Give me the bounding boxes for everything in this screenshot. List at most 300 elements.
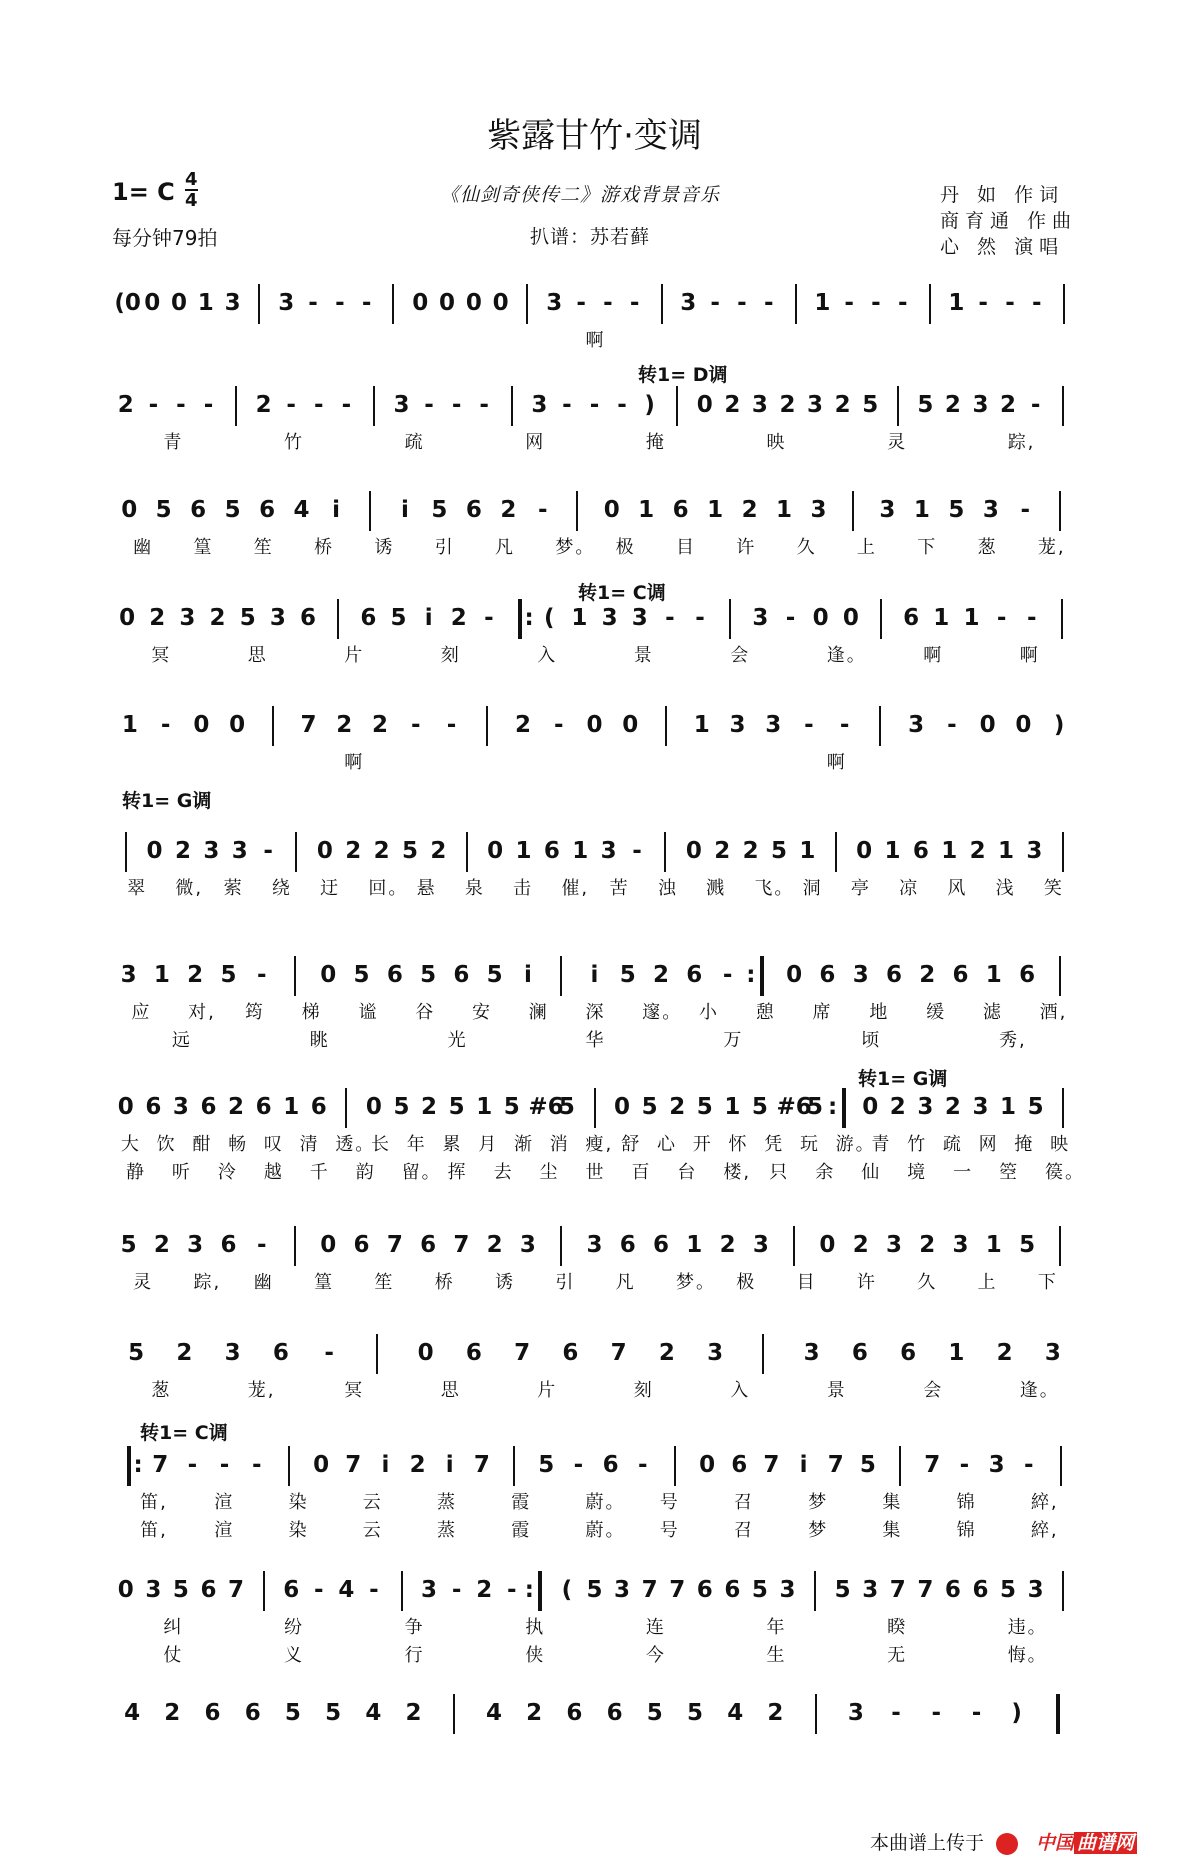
lyric-syllable: 染 bbox=[288, 1492, 309, 1513]
note: 2 bbox=[653, 962, 670, 988]
note: 4 bbox=[727, 1700, 744, 1726]
note: 1 bbox=[724, 1094, 741, 1120]
lyric-syllable: 凉 bbox=[899, 878, 920, 899]
note: - bbox=[314, 1577, 324, 1603]
note: 5 bbox=[687, 1700, 704, 1726]
tempo-marking: 每分钟79拍 bbox=[112, 226, 218, 250]
barline bbox=[560, 1226, 562, 1266]
lyric-syllable: 箜 bbox=[999, 1162, 1020, 1183]
lyric-syllable: 桥 bbox=[314, 537, 335, 558]
note: 4 bbox=[365, 1700, 382, 1726]
note: 2 bbox=[372, 712, 389, 738]
barline bbox=[1059, 1226, 1061, 1266]
lyric-syllable: 映 bbox=[766, 432, 787, 453]
note: - bbox=[1030, 392, 1041, 418]
barline bbox=[369, 491, 371, 531]
note: 3 bbox=[779, 1577, 796, 1603]
lyric-syllable: 啊 bbox=[585, 330, 606, 351]
lyric-syllable: 长 bbox=[371, 1134, 392, 1155]
barline bbox=[814, 1571, 816, 1611]
note: i bbox=[424, 605, 433, 631]
note: 5 bbox=[325, 1700, 342, 1726]
note: 0 bbox=[622, 712, 639, 738]
note: i bbox=[799, 1452, 808, 1478]
note: 5 bbox=[948, 497, 965, 523]
lyric-syllable: 清 bbox=[299, 1134, 320, 1155]
lyric-syllable: 行 bbox=[404, 1645, 425, 1666]
lyric-syllable: 侠 bbox=[525, 1645, 546, 1666]
note: 0 bbox=[465, 290, 482, 316]
note: - bbox=[324, 1340, 334, 1366]
lyric-syllable: 憩 bbox=[755, 1002, 776, 1023]
note: 3 bbox=[972, 392, 989, 418]
lyric-syllable: 踪, bbox=[193, 1272, 222, 1293]
note: 1 bbox=[638, 497, 655, 523]
note: - bbox=[695, 605, 705, 631]
barline bbox=[576, 491, 578, 531]
note: 6 bbox=[420, 1232, 437, 1258]
note: - bbox=[844, 290, 854, 316]
note: 6 bbox=[912, 838, 929, 864]
note: 6 bbox=[851, 1340, 868, 1366]
barline bbox=[263, 1571, 265, 1611]
note: 2 bbox=[944, 1094, 961, 1120]
lyric-syllable: 心 bbox=[656, 1134, 677, 1155]
lyric-syllable: 谷 bbox=[415, 1002, 436, 1023]
note: 1 bbox=[153, 962, 170, 988]
note: 2 bbox=[889, 1094, 906, 1120]
note: 5 bbox=[917, 392, 934, 418]
lyric-syllable: 玩 bbox=[799, 1134, 820, 1155]
note: - bbox=[479, 392, 489, 418]
lyric-syllable: 今 bbox=[645, 1645, 666, 1666]
note: 0 bbox=[979, 712, 996, 738]
note: - bbox=[308, 290, 318, 316]
note: 2 bbox=[336, 712, 353, 738]
lyric-syllable: 义 bbox=[283, 1645, 304, 1666]
lyric-syllable: 饮 bbox=[156, 1134, 177, 1155]
lyric-syllable: 冥 bbox=[151, 645, 172, 666]
note: 0 bbox=[121, 497, 138, 523]
note: - bbox=[871, 290, 881, 316]
note: 1 bbox=[1000, 1094, 1017, 1120]
note: 0 bbox=[117, 1094, 134, 1120]
note: - bbox=[256, 1232, 267, 1258]
note: 2 bbox=[153, 1232, 170, 1258]
note: 3 bbox=[765, 712, 782, 738]
time-signature-top: 4 bbox=[185, 169, 198, 190]
note: 3 bbox=[531, 392, 548, 418]
note: - bbox=[1023, 1452, 1034, 1478]
note: - bbox=[722, 962, 733, 988]
note: - bbox=[314, 392, 324, 418]
note: 6 bbox=[619, 1232, 636, 1258]
lyric-syllable: 綷, bbox=[1030, 1492, 1059, 1513]
lyric-syllable: 目 bbox=[796, 1272, 817, 1293]
note: 0 bbox=[699, 1452, 716, 1478]
lyric-syllable: 瘦, bbox=[585, 1134, 614, 1155]
note: 6 bbox=[606, 1700, 623, 1726]
lyric-syllable: 韵 bbox=[355, 1162, 376, 1183]
note: 6 bbox=[360, 605, 377, 631]
note: - bbox=[538, 497, 548, 523]
note: 3 bbox=[751, 392, 768, 418]
note: 6 bbox=[566, 1700, 583, 1726]
note: 5 bbox=[503, 1094, 520, 1120]
note: 2 bbox=[526, 1700, 543, 1726]
repeat-sign: : bbox=[828, 1094, 838, 1120]
note: 3 bbox=[631, 605, 648, 631]
lyric-syllable: 霞 bbox=[511, 1492, 532, 1513]
note: 1 bbox=[985, 962, 1002, 988]
note: 6 bbox=[465, 1340, 482, 1366]
note: 3 bbox=[231, 838, 248, 864]
note: - bbox=[187, 1452, 198, 1478]
lyric-syllable: 迂 bbox=[320, 878, 341, 899]
footer-brand-highlight[interactable]: 曲谱网 bbox=[1074, 1832, 1137, 1854]
note: 7 bbox=[763, 1452, 780, 1478]
lyric-syllable: 片 bbox=[344, 645, 365, 666]
lyric-syllable: 酒, bbox=[1039, 1002, 1068, 1023]
lyric-syllable: 舒 bbox=[621, 1134, 642, 1155]
lyric-syllable: 疏 bbox=[942, 1134, 963, 1155]
note: #6 bbox=[528, 1094, 564, 1120]
note: - bbox=[1005, 290, 1015, 316]
note: 0 bbox=[696, 392, 713, 418]
note: 0 bbox=[313, 1452, 330, 1478]
lyric-syllable: 回。 bbox=[368, 878, 409, 899]
lyric-syllable: 月 bbox=[478, 1134, 499, 1155]
time-signature-bottom: 4 bbox=[185, 190, 198, 211]
upload-footer bbox=[870, 1828, 1137, 1855]
note: 3 bbox=[120, 962, 137, 988]
barline bbox=[453, 1694, 455, 1734]
lyric-syllable: 幽 bbox=[253, 1272, 274, 1293]
lyric-syllable: 极 bbox=[736, 1272, 757, 1293]
lyric-syllable: 凡 bbox=[495, 537, 516, 558]
lyric-syllable: 远 bbox=[171, 1030, 192, 1051]
note: 6 bbox=[900, 1340, 917, 1366]
barline bbox=[835, 832, 837, 872]
note: 5 bbox=[862, 392, 879, 418]
lyric-syllable: 许 bbox=[736, 537, 757, 558]
note: 3 bbox=[601, 605, 618, 631]
note: - bbox=[251, 1452, 262, 1478]
note: 0 bbox=[603, 497, 620, 523]
lyric-syllable: 眺 bbox=[309, 1030, 330, 1051]
note: - bbox=[947, 712, 957, 738]
note: 2 bbox=[500, 497, 517, 523]
note: 6 bbox=[244, 1700, 261, 1726]
barline bbox=[674, 1446, 676, 1486]
note: 3 bbox=[145, 1577, 162, 1603]
lyric-syllable: 击 bbox=[513, 878, 534, 899]
lyric-syllable: 篌。 bbox=[1045, 1162, 1086, 1183]
lyric-syllable: 会 bbox=[730, 645, 751, 666]
barline bbox=[294, 956, 296, 996]
note: 6 bbox=[283, 1577, 300, 1603]
note: 5 bbox=[224, 497, 241, 523]
time-signature bbox=[185, 170, 198, 210]
lyric-syllable: 茏, bbox=[247, 1380, 276, 1401]
lyric-syllable: 笙 bbox=[253, 537, 274, 558]
note: 0 bbox=[119, 605, 136, 631]
lyric-syllable: 秀, bbox=[999, 1030, 1027, 1051]
note: 2 bbox=[919, 962, 936, 988]
note: 2 bbox=[476, 1577, 493, 1603]
note: 0 bbox=[412, 290, 429, 316]
lyric-syllable: 灵 bbox=[887, 432, 908, 453]
note: 6 bbox=[220, 1232, 237, 1258]
lyric-syllable: 下 bbox=[1037, 1272, 1058, 1293]
note: 2 bbox=[421, 1094, 438, 1120]
lyric-syllable: 年 bbox=[406, 1134, 427, 1155]
note: 6 bbox=[259, 497, 276, 523]
note: ( bbox=[561, 1577, 573, 1603]
note: 1 bbox=[776, 497, 793, 523]
note: - bbox=[632, 838, 642, 864]
note: 1 bbox=[197, 290, 214, 316]
note: 2 bbox=[209, 605, 226, 631]
note: 0 bbox=[842, 605, 859, 631]
lyric-syllable: 悬 bbox=[416, 878, 437, 899]
barline bbox=[294, 1226, 296, 1266]
note: ) bbox=[1011, 1700, 1022, 1726]
lyric-syllable: 笛, bbox=[140, 1520, 168, 1541]
note: - bbox=[553, 712, 564, 738]
note: 1 bbox=[948, 290, 965, 316]
notes-line bbox=[112, 712, 1077, 742]
lyric-syllable: 蒸 bbox=[437, 1520, 458, 1541]
barline bbox=[795, 284, 797, 324]
lyric-syllable: 睽 bbox=[887, 1617, 908, 1638]
note: 5 bbox=[220, 962, 237, 988]
lyric-syllable: 凭 bbox=[764, 1134, 785, 1155]
note: - bbox=[446, 712, 457, 738]
note: 6 bbox=[204, 1700, 221, 1726]
lyric-syllable: 啊 bbox=[826, 752, 847, 773]
lyric-syllable: 华 bbox=[585, 1030, 606, 1051]
lyric-syllable: 目 bbox=[675, 537, 696, 558]
lyric-syllable: 锦 bbox=[956, 1492, 977, 1513]
note: 3 bbox=[421, 1577, 438, 1603]
lyric-syllable: 网 bbox=[978, 1134, 999, 1155]
lyric-syllable: 光 bbox=[447, 1030, 468, 1051]
note: 5 bbox=[1019, 1232, 1036, 1258]
barline bbox=[1060, 1446, 1062, 1486]
note: 7 bbox=[453, 1232, 470, 1258]
notes-line bbox=[112, 1094, 1077, 1124]
note: 1 bbox=[799, 838, 816, 864]
note: 5 bbox=[834, 1577, 851, 1603]
note: 7 bbox=[641, 1577, 658, 1603]
lyric-syllable: 邃。 bbox=[642, 1002, 683, 1023]
note: 0 bbox=[193, 712, 210, 738]
note: 2 bbox=[174, 838, 191, 864]
note: - bbox=[424, 392, 434, 418]
note: 6 bbox=[653, 1232, 670, 1258]
note: 5 bbox=[393, 1094, 410, 1120]
note: 3 bbox=[729, 712, 746, 738]
note: - bbox=[573, 1452, 584, 1478]
note: - bbox=[1032, 290, 1042, 316]
lyric-syllable: 霞 bbox=[511, 1520, 532, 1541]
note: 6 bbox=[944, 1577, 961, 1603]
lyric-syllable: 冥 bbox=[344, 1380, 365, 1401]
note: 2 bbox=[724, 392, 741, 418]
note: 1 bbox=[572, 838, 589, 864]
note: 6 bbox=[1019, 962, 1036, 988]
lyric-syllable: 召 bbox=[733, 1492, 754, 1513]
lyric-syllable: 亭 bbox=[850, 878, 871, 899]
note: 4 bbox=[485, 1700, 502, 1726]
note: - bbox=[148, 392, 159, 418]
lyric-syllable: 刻 bbox=[633, 1380, 654, 1401]
barline bbox=[1056, 1694, 1060, 1734]
note: - bbox=[737, 290, 747, 316]
note: 1 bbox=[283, 1094, 300, 1120]
lyric-syllable: 洞 bbox=[802, 878, 823, 899]
lyric-syllable: 纷 bbox=[283, 1617, 304, 1638]
lyric-syllable: 谧 bbox=[358, 1002, 379, 1023]
lyric-syllable: 澜 bbox=[528, 1002, 549, 1023]
modulation-marking: 转1= G调 bbox=[858, 1068, 948, 1090]
lyric-syllable: 深 bbox=[585, 1002, 606, 1023]
note: 3 bbox=[224, 290, 241, 316]
lyric-syllable: 思 bbox=[247, 645, 268, 666]
note: 1 bbox=[686, 1232, 703, 1258]
note: 3 bbox=[269, 605, 286, 631]
note: 6 bbox=[885, 962, 902, 988]
barline bbox=[852, 491, 854, 531]
note: - bbox=[839, 712, 850, 738]
note: 0 bbox=[439, 290, 456, 316]
note: 0 bbox=[229, 712, 246, 738]
note: 2 bbox=[373, 838, 390, 864]
barline bbox=[729, 599, 731, 639]
barline bbox=[762, 1334, 764, 1374]
barline bbox=[513, 1446, 515, 1486]
barline bbox=[815, 1694, 817, 1734]
note: 1 bbox=[571, 605, 588, 631]
note: 5 bbox=[486, 962, 503, 988]
note: 6 bbox=[190, 497, 207, 523]
lyric-syllable: 只 bbox=[769, 1162, 790, 1183]
lyric-syllable: 上 bbox=[977, 1272, 998, 1293]
lyric-syllable: 渐 bbox=[514, 1134, 535, 1155]
lyric-syllable: 幽 bbox=[133, 537, 154, 558]
lyric-syllable: 滤 bbox=[982, 1002, 1003, 1023]
lyric-syllable: 梯 bbox=[301, 1002, 322, 1023]
note: - bbox=[263, 838, 273, 864]
barline bbox=[929, 284, 931, 324]
note: - bbox=[507, 1577, 517, 1603]
lyric-syllable: 綷, bbox=[1030, 1520, 1059, 1541]
barline bbox=[526, 284, 528, 324]
note: 7 bbox=[228, 1577, 245, 1603]
note: 2 bbox=[719, 1232, 736, 1258]
lyric-syllable: 境 bbox=[907, 1162, 928, 1183]
note: 2 bbox=[834, 392, 851, 418]
lyric-syllable: 集 bbox=[882, 1520, 903, 1541]
note: i bbox=[381, 1452, 390, 1478]
note: - bbox=[931, 1700, 942, 1726]
lyric-syllable: 应 bbox=[131, 1002, 152, 1023]
lyric-syllable: 竹 bbox=[283, 432, 304, 453]
note: 0 bbox=[812, 605, 829, 631]
note: 1 bbox=[814, 290, 831, 316]
lyric-syllable: 仙 bbox=[861, 1162, 882, 1183]
notes-line bbox=[112, 1577, 1077, 1607]
lyric-syllable: 静 bbox=[125, 1162, 146, 1183]
note: 3 bbox=[982, 497, 999, 523]
barline bbox=[373, 386, 375, 426]
note: 0 bbox=[320, 1232, 337, 1258]
composer-credit: 商育通 作曲 bbox=[940, 210, 1078, 232]
note: 6 bbox=[672, 497, 689, 523]
lyric-syllable: 催, bbox=[561, 878, 590, 899]
note: - bbox=[710, 290, 720, 316]
footer-brand[interactable]: 中国 bbox=[1036, 1832, 1075, 1854]
note: - bbox=[804, 712, 814, 738]
note: 4 bbox=[293, 497, 310, 523]
note: 3 bbox=[807, 392, 824, 418]
lyric-syllable: 万 bbox=[723, 1030, 744, 1051]
note: 7 bbox=[827, 1452, 844, 1478]
lyric-syllable: 渲 bbox=[214, 1492, 235, 1513]
lyric-syllable: 尘 bbox=[539, 1162, 560, 1183]
lyric-syllable: 号 bbox=[659, 1520, 680, 1541]
lyric-syllable: 梦。 bbox=[675, 1272, 716, 1293]
lyric-syllable: 篁 bbox=[193, 537, 214, 558]
note: 6 bbox=[272, 1340, 289, 1366]
note: 7 bbox=[473, 1452, 490, 1478]
note: (0 bbox=[114, 290, 141, 316]
lyric-syllable: 掩 bbox=[645, 432, 666, 453]
note: 0 bbox=[170, 290, 187, 316]
notes-line bbox=[112, 1340, 1077, 1370]
note: 6 bbox=[310, 1094, 327, 1120]
lyric-syllable: 啊 bbox=[1019, 645, 1040, 666]
note: 1 bbox=[985, 1232, 1002, 1258]
repeat-sign: : bbox=[524, 1577, 534, 1603]
note: 3 bbox=[519, 1232, 536, 1258]
barline bbox=[665, 706, 667, 746]
note: - bbox=[256, 962, 267, 988]
lyric-syllable: 网 bbox=[525, 432, 546, 453]
note: - bbox=[629, 290, 640, 316]
note: 7 bbox=[386, 1232, 403, 1258]
note: 3 bbox=[586, 1232, 603, 1258]
note: 0 bbox=[316, 838, 333, 864]
lyric-syllable: 葱 bbox=[977, 537, 998, 558]
note: - bbox=[1020, 497, 1031, 523]
lyric-syllable: 凡 bbox=[615, 1272, 636, 1293]
note: 3 bbox=[847, 1700, 864, 1726]
lyric-syllable: 缓 bbox=[926, 1002, 947, 1023]
note: 5 bbox=[284, 1700, 301, 1726]
barline bbox=[235, 386, 237, 426]
lyric-syllable: 篁 bbox=[314, 1272, 335, 1293]
barline bbox=[1062, 386, 1064, 426]
barline bbox=[125, 832, 127, 872]
note: 2 bbox=[486, 1232, 503, 1258]
note: 2 bbox=[779, 392, 796, 418]
note: - bbox=[665, 605, 675, 631]
lyric-syllable: 竹 bbox=[907, 1134, 928, 1155]
repeat-sign: : bbox=[133, 1452, 143, 1478]
lyric-syllable: 映 bbox=[1050, 1134, 1071, 1155]
